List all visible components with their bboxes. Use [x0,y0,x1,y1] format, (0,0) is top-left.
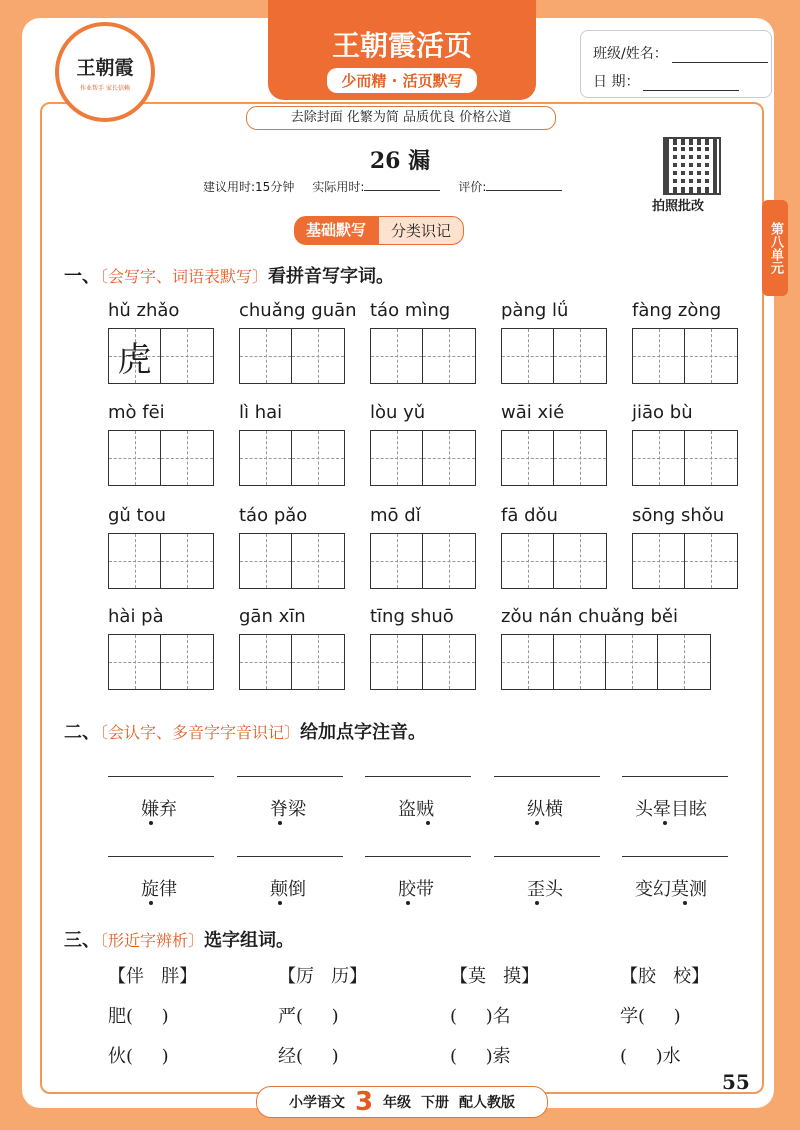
writing-box[interactable] [423,431,475,485]
emphasis-dot [149,821,153,825]
pinyin-label: jiāo bù [632,402,693,423]
writing-box[interactable] [554,635,606,689]
vocab-word: 纵横 [527,799,563,820]
writing-box-group[interactable] [501,430,607,486]
writing-box[interactable] [161,635,213,689]
writing-box-group[interactable] [370,634,476,690]
pinyin-answer-blank[interactable] [108,856,214,857]
pinyin-label: zǒu nán chuǎng běi [501,606,678,627]
emphasis-dot [149,901,153,905]
writing-box[interactable] [502,534,554,588]
score-label: 评价: [458,180,487,194]
vocab-word: 嫌弃 [141,799,177,820]
writing-box[interactable] [292,635,344,689]
section2-instruction: 给加点字注音。 [300,722,427,743]
pinyin-answer-blank[interactable] [237,856,343,857]
pinyin-label: lòu yǔ [370,402,426,423]
writing-box-group[interactable] [108,634,214,690]
footer-term: 下册 [421,1095,450,1111]
pinyin-label: fàng zòng [632,300,722,321]
writing-box[interactable] [502,635,554,689]
footer-subject: 小学语文 [288,1095,345,1111]
student-info-box [580,30,772,98]
writing-box[interactable] [502,329,554,383]
date-label: 日 期： [593,74,640,90]
section2-bracket: 〔会认字、多音字字音识记〕 [100,723,301,742]
writing-box[interactable] [240,329,292,383]
writing-box[interactable] [423,635,475,689]
writing-box[interactable] [554,329,606,383]
vocab-word: 变幻莫测 [635,879,707,900]
pinyin-answer-blank[interactable] [237,776,343,777]
writing-box[interactable] [109,329,161,383]
footer-badge [256,1086,548,1118]
writing-box-group[interactable] [632,533,738,589]
writing-box[interactable] [292,329,344,383]
slogan: 去除封面 化繁为简 品质优良 价格公道 [246,106,556,130]
vocab-word: 旋律 [141,879,177,900]
tab-basic-dictation[interactable]: 基础默写 [294,216,378,245]
suggested-time: 建议用时:15分钟 [203,180,295,194]
pinyin-label: chuǎng guān [239,300,357,321]
fill-in-word[interactable]: 肥( ) [108,1006,169,1027]
class-name-field[interactable] [672,48,768,63]
lesson-title: 26 漏 [369,148,431,174]
writing-box[interactable] [161,534,213,588]
pinyin-label: gān xīn [239,606,306,627]
prefilled-character: 虎 [117,339,152,380]
pinyin-label: wāi xié [501,402,565,423]
section2-heading [64,718,426,744]
writing-box-group[interactable] [108,533,214,589]
section-tabs [294,216,464,245]
pinyin-label: fā dǒu [501,505,558,526]
writing-box[interactable] [240,431,292,485]
footer-grade: 3 [354,1087,374,1117]
writing-box[interactable] [371,635,423,689]
pinyin-label: mò fēi [108,402,165,423]
pinyin-label: pàng lǘ [501,300,569,321]
writing-box-group[interactable] [108,328,214,384]
pinyin-label: sōng shǒu [632,505,725,526]
qr-label: 拍照批改 [652,199,705,214]
class-name-label: 班级/姓名： [593,46,668,62]
writing-box-group[interactable] [108,430,214,486]
pinyin-answer-blank[interactable] [494,856,600,857]
footer-grade-word: 年级 [383,1095,412,1111]
section1-bracket: 〔会写字、词语表默写〕 [100,267,269,286]
writing-box[interactable] [633,329,685,383]
pinyin-answer-blank[interactable] [365,776,471,777]
writing-box[interactable] [423,329,475,383]
writing-box[interactable] [633,534,685,588]
section1-instruction: 看拼音写字词。 [268,266,395,287]
writing-box[interactable] [292,431,344,485]
pinyin-label: táo mìng [370,300,451,321]
section2-number: 二、 [64,722,100,743]
pinyin-label: tīng shuō [370,606,454,627]
fill-in-word[interactable]: 严( ) [278,1006,339,1027]
section3-number: 三、 [64,930,100,951]
vocab-word: 歪头 [527,879,563,900]
vocab-word: 头晕目眩 [635,799,707,820]
vocab-word: 脊梁 [270,799,306,820]
fill-in-word[interactable]: 学( ) [620,1006,681,1027]
char-pair-heading: 【伴 胖】 [108,966,198,987]
writing-box[interactable] [658,635,710,689]
writing-box[interactable] [240,635,292,689]
fill-in-word[interactable]: 伙( ) [108,1046,169,1067]
logo-subtext: 作业帮手 家长信赖 [80,84,130,92]
writing-box[interactable] [685,329,737,383]
writing-box-group[interactable] [239,634,345,690]
writing-box[interactable] [109,534,161,588]
writing-box[interactable] [240,534,292,588]
writing-box-group[interactable] [501,328,607,384]
pinyin-label: gǔ tou [108,505,167,526]
writing-box[interactable] [371,329,423,383]
section1-heading [64,262,394,288]
brand-logo [55,22,155,122]
char-pair-heading: 【胶 校】 [620,966,710,987]
writing-box[interactable] [685,534,737,588]
pinyin-answer-blank[interactable] [108,776,214,777]
pinyin-answer-blank[interactable] [494,776,600,777]
writing-box[interactable] [502,431,554,485]
page-number: 55 [722,1070,750,1094]
lesson-meta [203,178,562,195]
section3-bracket: 〔形近字辨析〕 [100,931,205,950]
fill-in-word[interactable]: ( )索 [450,1046,511,1067]
emphasis-dot [535,821,539,825]
writing-box[interactable] [109,431,161,485]
char-pair-heading: 【厉 历】 [278,966,368,987]
emphasis-dot [683,901,687,905]
emphasis-dot [535,901,539,905]
pinyin-label: mō dǐ [370,505,421,526]
emphasis-dot [278,901,282,905]
brand-title: 王朝霞活页 [331,29,472,62]
vocab-word: 盗贼 [398,799,434,820]
brand-subtitle: 少而精 · 活页默写 [327,68,476,93]
writing-box[interactable] [371,431,423,485]
pinyin-answer-blank[interactable] [622,856,728,857]
unit-tab: 第八单元 [762,200,788,296]
writing-box[interactable] [371,534,423,588]
section3-instruction: 选字组词。 [204,930,295,951]
writing-box[interactable] [633,431,685,485]
writing-box[interactable] [554,431,606,485]
writing-box[interactable] [109,635,161,689]
tab-category-memory[interactable]: 分类识记 [378,216,464,245]
pinyin-label: hǔ zhǎo [108,300,180,321]
logo-text: 王朝霞 [76,56,134,79]
char-pair-heading: 【莫 摸】 [450,966,540,987]
date-field[interactable] [643,76,739,91]
writing-box[interactable] [292,534,344,588]
writing-box-group[interactable] [370,533,476,589]
writing-box-group[interactable] [239,328,345,384]
fill-in-word[interactable]: ( )水 [620,1046,681,1067]
actual-time-label: 实际用时: [312,180,365,194]
pinyin-answer-blank[interactable] [365,856,471,857]
vocab-word: 颠倒 [270,879,306,900]
writing-box[interactable] [161,329,213,383]
pinyin-label: hài pà [108,606,164,627]
actual-time-field[interactable] [364,178,440,191]
pinyin-label: lì hai [239,402,283,423]
header-banner [268,0,536,100]
writing-box-group[interactable] [501,634,711,690]
score-field[interactable] [486,178,562,191]
emphasis-dot [663,821,667,825]
vocab-word: 胶带 [398,879,434,900]
section1-number: 一、 [64,266,100,287]
writing-box-group[interactable] [632,328,738,384]
writing-box-group[interactable] [239,533,345,589]
writing-box[interactable] [685,431,737,485]
pinyin-label: táo pǎo [239,505,308,526]
qr-code-icon[interactable] [663,137,721,195]
emphasis-dot [278,821,282,825]
section3-heading [64,926,294,952]
writing-box-group[interactable] [370,328,476,384]
writing-box-group[interactable] [501,533,607,589]
fill-in-word[interactable]: 经( ) [278,1046,339,1067]
writing-box-group[interactable] [239,430,345,486]
writing-box[interactable] [423,534,475,588]
emphasis-dot [426,821,430,825]
writing-box[interactable] [554,534,606,588]
writing-box-group[interactable] [370,430,476,486]
pinyin-answer-blank[interactable] [622,776,728,777]
fill-in-word[interactable]: ( )名 [450,1006,511,1027]
writing-box-group[interactable] [632,430,738,486]
emphasis-dot [406,901,410,905]
footer-edition: 配人教版 [459,1095,516,1111]
writing-box[interactable] [606,635,658,689]
writing-box[interactable] [161,431,213,485]
